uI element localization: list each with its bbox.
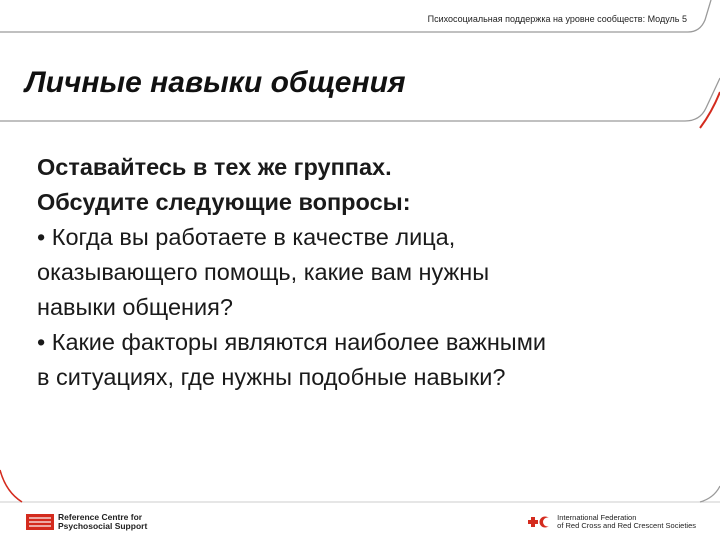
footer-right-curve: [700, 486, 720, 502]
ifrc-line2: of Red Cross and Red Crescent Societies: [557, 521, 696, 530]
slide-body: [37, 150, 677, 395]
body-line: навыки общения?: [37, 294, 233, 320]
reference-centre-logo: [26, 512, 147, 532]
red-accent-curve: [700, 92, 720, 128]
ifrc-line1: International Federation: [557, 512, 637, 522]
red-cross-crescent-icon: [526, 515, 552, 529]
reference-centre-text: [58, 513, 147, 531]
body-line: Обсудите следующие вопросы:: [37, 189, 411, 215]
reference-centre-line1: Reference Centre for: [58, 512, 143, 522]
reference-centre-line2: Psychosocial Support: [58, 521, 148, 531]
slide-title: Личные навыки общения: [25, 66, 406, 99]
module-header: Психосоциальная поддержка на уровне сообществ: Модуль 5: [427, 14, 687, 24]
ifrc-text: [557, 514, 696, 531]
body-line: оказывающего помощь, какие вам нужны: [37, 259, 490, 285]
bullet-line: • Когда вы работаете в качестве лица,: [37, 224, 456, 250]
body-line: Оставайтесь в тех же группах.: [37, 154, 392, 180]
ifrc-logo: [526, 512, 696, 532]
body-line: в ситуациях, где нужны подобные навыки?: [37, 364, 506, 390]
footer-left-curve: [0, 470, 22, 502]
reference-centre-icon: [26, 514, 54, 530]
bullet-line: • Какие факторы являются наиболее важными: [37, 329, 546, 355]
